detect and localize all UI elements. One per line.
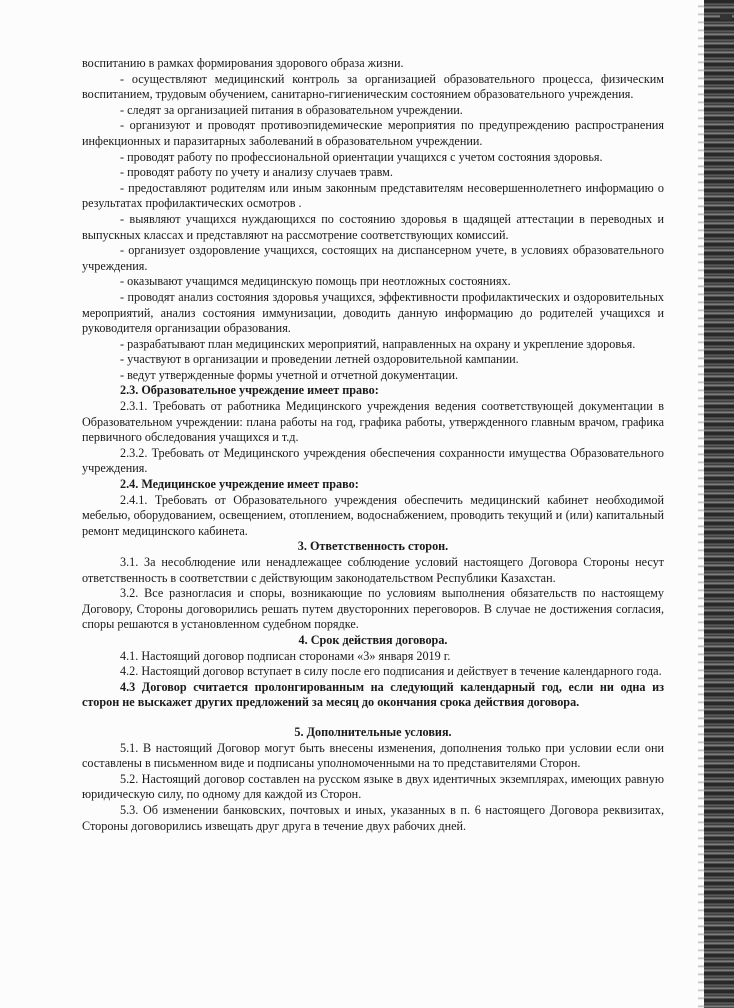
scan-corner-mark — [720, 14, 732, 20]
document-body — [82, 56, 664, 834]
section-heading: 2.4. Медицинское учреждение имеет право: — [120, 477, 359, 492]
spacer — [82, 711, 664, 725]
paragraph: - осуществляют медицинский контроль за организацией образовательного процесса, физическим воспитанием, трудовым обучением, санитарно-гигиеническим состоянием образовательного учреждения. — [82, 71, 664, 102]
section-heading: 2.3. Образовательное учреждение имеет право: — [120, 383, 379, 398]
paragraph: - выявляют учащихся нуждающихся по состоянию здоровья в щадящей аттестации в переводных и выпускных классах и представляют на рассмотрение соответствующих комиссий. — [82, 211, 664, 242]
paragraph: воспитанию в рамках формирования здорового образа жизни. — [82, 56, 404, 70]
paragraph: 5.2. Настоящий договор составлен на русском языке в двух идентичных экземплярах, имеющих равную юридическую силу, по одному для каждой из Сторон. — [82, 771, 664, 802]
paragraph: - разрабатывают план медицинских мероприятий, направленных на охрану и укрепление здоровья. — [120, 336, 636, 351]
paragraph: 4.3 Договор считается пролонгированным на следующий календарный год, если ни одна из сторон не выскажет других предложений за месяц до окончания срока действия договора. — [82, 679, 664, 710]
scan-edge-shadow — [698, 0, 704, 1008]
paragraph: - следят за организацией питания в образовательном учреждении. — [120, 102, 463, 117]
paragraph: - организует оздоровление учащихся, состоящих на диспансерном учете, в условиях образовательного учреждения. — [82, 243, 664, 273]
paragraph: - оказывают учащимся медицинскую помощь при неотложных состояниях. — [120, 274, 511, 289]
paragraph: 5.1. В настоящий Договор могут быть внесены изменения, дополнения только при условии если они составлены в письменном виде и подписаны уполномоченными на то представителями Сторон. — [82, 740, 664, 771]
paragraph: - проводят работу по профессиональной ориентации учащихся с учетом состояния здоровья. — [120, 149, 603, 164]
section-title: 3. Ответственность сторон. — [297, 539, 449, 554]
paragraph: - предоставляют родителям или иным законным представителям несовершеннолетнего информацию о результатах профилактических осмотров . — [82, 180, 664, 211]
paragraph: - участвуют в организации и проведении летней оздоровительной кампании. — [120, 352, 519, 367]
paragraph: 2.3.2. Требовать от Медицинского учреждения обеспечения сохранности имущества Образовательного учреждения. — [82, 445, 664, 476]
paragraph: 4.2. Настоящий договор вступает в силу после его подписания и действует в течение календарного года. — [120, 664, 662, 679]
paragraph: 2.4.1. Требовать от Образовательного учреждения обеспечить медицинский кабинет необходимой мебелью, оборудованием, освещением, отоплением, водоснабжением, проводить текущий и (или) капитальный ремонт медицинского кабинета. — [82, 492, 664, 538]
paragraph: - ведут утвержденные формы учетной и отчетной документации. — [120, 367, 459, 382]
paragraph: 3.2. Все разногласия и споры, возникающие по условиям выполнения обязательств по настоящему Договору, Стороны договорились решать путем двусторонних переговоров. В случае не достижения согласия, споры решаются в установленном судебном порядке. — [82, 586, 664, 632]
paragraph: 5.3. Об изменении банковских, почтовых и иных, указанных в п. 6 настоящего Договора реквизитах, Стороны договорились извещать друг друга в течение двух рабочих дней. — [82, 802, 664, 833]
paragraph: 2.3.1. Требовать от работника Медицинского учреждения ведения соответствующей документации в Образовательном учреждении: плана работы на год, графика работы, утвержденного главным врачом, графика первичного обследования учащихся и т.д. — [82, 399, 664, 445]
paragraph: - проводят анализ состояния здоровья учащихся, эффективности профилактических и оздоровительных мероприятий, анализ состояния иммунизации, доводить данную информацию до родителей учащихся и руководителя организации образования. — [82, 289, 664, 336]
scan-edge-artifact — [704, 0, 734, 1008]
section-title: 4. Срок действия договора. — [298, 632, 448, 647]
paragraph: 3.1. За несоблюдение или ненадлежащее соблюдение условий настоящего Договора Стороны несут ответственность в соответствии с действующим законодательством Республики Казахстан. — [82, 555, 664, 585]
paragraph: 4.1. Настоящий договор подписан сторонами «3» января 2019 г. — [120, 648, 451, 663]
paragraph: - организуют и проводят противоэпидемические мероприятия по предупреждению распространения инфекционных и паразитарных заболеваний в образовательном учреждении. — [82, 118, 664, 148]
paragraph: - проводят работу по учету и анализу случаев травм. — [120, 165, 393, 180]
section-title: 5. Дополнительные условия. — [294, 724, 452, 739]
